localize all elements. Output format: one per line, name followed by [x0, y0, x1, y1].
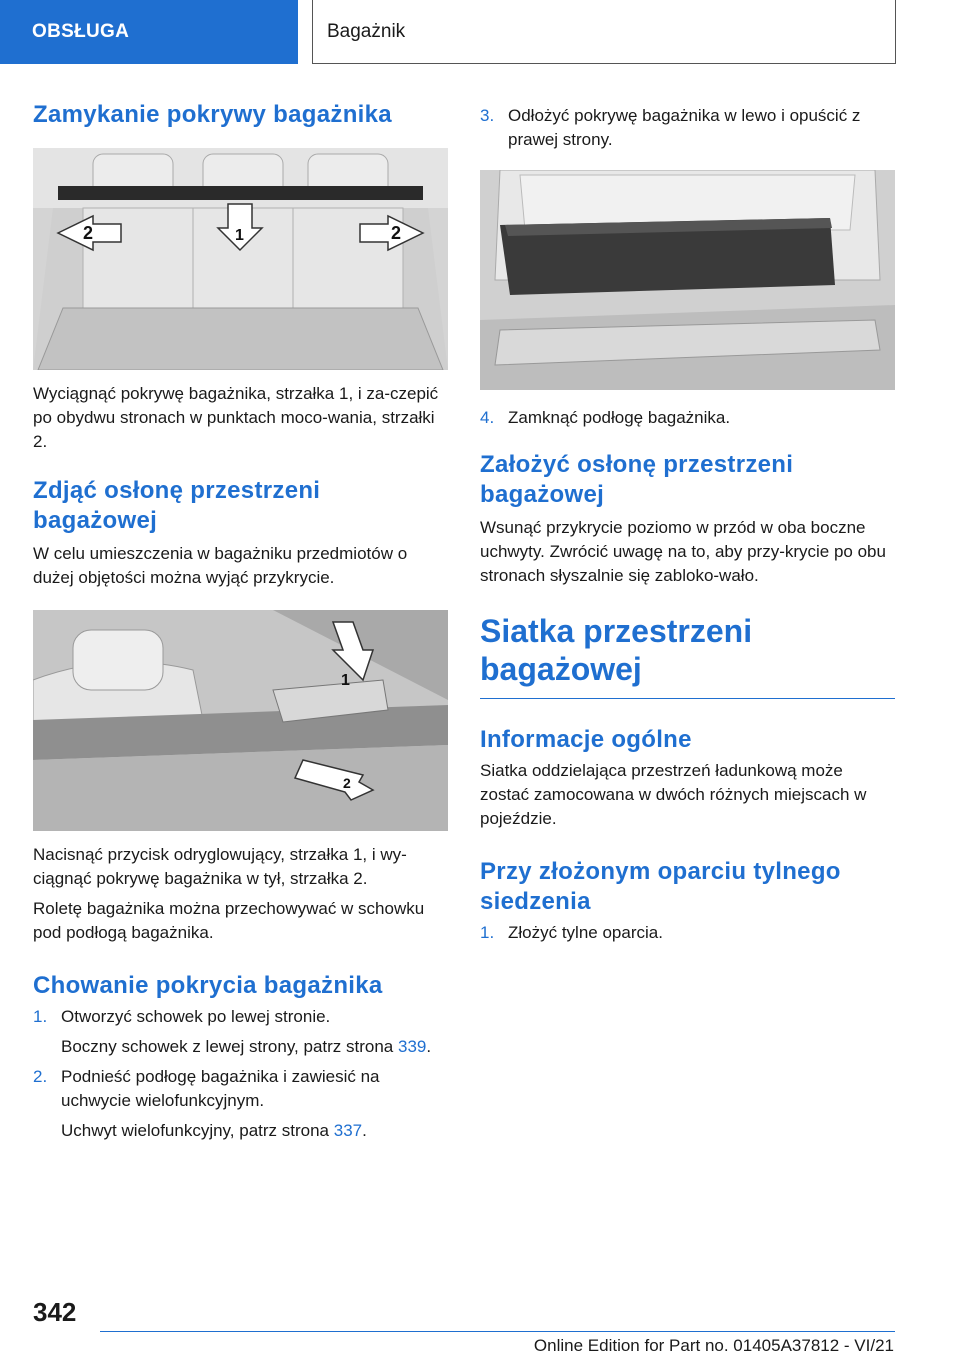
figure-label: 1	[235, 227, 244, 244]
note-text: Boczny schowek z lewej strony, patrz strona	[61, 1037, 398, 1056]
heading-close-cover: Zamykanie pokrywy bagażnika	[33, 101, 392, 128]
edition-info: Online Edition for Part no. 01405A37812 - VI/21	[533, 1336, 894, 1355]
step-number: 1.	[33, 1007, 48, 1026]
note-text: .	[426, 1037, 432, 1056]
step-number: 3.	[480, 106, 495, 125]
figure-remove-cover	[33, 610, 448, 831]
section-rule	[480, 698, 895, 699]
step-1	[33, 1005, 448, 1029]
para-install: Wsunąć przykrycie poziomo w przód w oba boczne uchwyty. Zwrócić uwagę na to, aby przy-krycie po obu stronach słyszalnie się zabloko-wało.	[480, 518, 886, 585]
para-remove: W celu umieszczenia w bagażniku przedmiotów o dużej objętości można wyjąć przykrycie.	[33, 544, 408, 587]
heading-install-cover: Założyć osłonę przestrzeni bagażowej	[480, 451, 794, 508]
step-2	[33, 1065, 448, 1113]
footer-rule	[100, 1331, 895, 1332]
heading-stow-cover: Chowanie pokrycia bagażnika	[33, 972, 383, 999]
step-4	[480, 406, 895, 430]
page-number: 342	[33, 1297, 77, 1327]
figure-stow-cover	[480, 170, 895, 390]
step-number: 2.	[33, 1067, 48, 1086]
step-folded-1	[480, 921, 895, 945]
figure-label: 1	[341, 672, 350, 689]
heading-general-info: Informacje ogólne	[480, 726, 692, 753]
figure-label: 2	[83, 223, 94, 243]
para-info: Siatka oddzielająca przestrzeń ładunkową może zostać zamocowana w dwóch różnych miejscach w pojeździe.	[480, 761, 867, 828]
heading-cargo-net: Siatka przestrzeni bagażowej	[480, 613, 753, 687]
step-number: 4.	[480, 408, 495, 427]
step-number: 1.	[480, 923, 495, 942]
step-text: Otworzyć schowek po lewej stronie.	[61, 1007, 331, 1026]
step-text: Zamknąć podłogę bagażnika.	[508, 408, 731, 427]
chapter-title: Bagażnik	[327, 20, 406, 42]
note-text: Uchwyt wielofunkcyjny, patrz strona	[61, 1121, 334, 1140]
step-3	[480, 104, 895, 152]
figure-label: 2	[391, 223, 402, 243]
heading-folded-seat: Przy złożonym oparciu tylnego siedzenia	[480, 858, 841, 915]
figure-label: 2	[343, 775, 351, 791]
section-tab	[0, 0, 298, 64]
step-2-note	[33, 1119, 448, 1143]
figure-close-cover	[33, 148, 448, 370]
chapter-header	[312, 0, 896, 64]
note-text: .	[362, 1121, 367, 1140]
para-press: Nacisnąć przycisk odryglowujący, strzałka 1, i wy-ciągnąć pokrywę bagażnika w tył, strzałka 2.	[33, 845, 407, 888]
para-store: Roletę bagażnika można przechowywać w schowku pod podłogą bagażnika.	[33, 899, 425, 942]
right-column	[480, 100, 895, 945]
step-text: Podnieść podłogę bagażnika i zawiesić na uchwycie wielofunkcyjnym.	[61, 1067, 380, 1110]
page-link-337[interactable]: 337	[333, 1121, 363, 1140]
section-title: OBSŁUGA	[32, 21, 130, 42]
heading-remove-cover: Zdjąć osłonę przestrzeni bagażowej	[33, 477, 321, 534]
step-text: Złożyć tylne oparcia.	[508, 923, 663, 942]
page-link-339[interactable]: 339	[398, 1037, 427, 1056]
step-text: Odłożyć pokrywę bagażnika w lewo i opuścić z prawej strony.	[508, 106, 861, 149]
left-column	[33, 100, 448, 1143]
para-close: Wyciągnąć pokrywę bagażnika, strzałka 1, i za-czepić po obydwu stronach w punktach moco-wania, strzałki 2.	[33, 384, 439, 451]
step-1-note	[33, 1035, 448, 1059]
